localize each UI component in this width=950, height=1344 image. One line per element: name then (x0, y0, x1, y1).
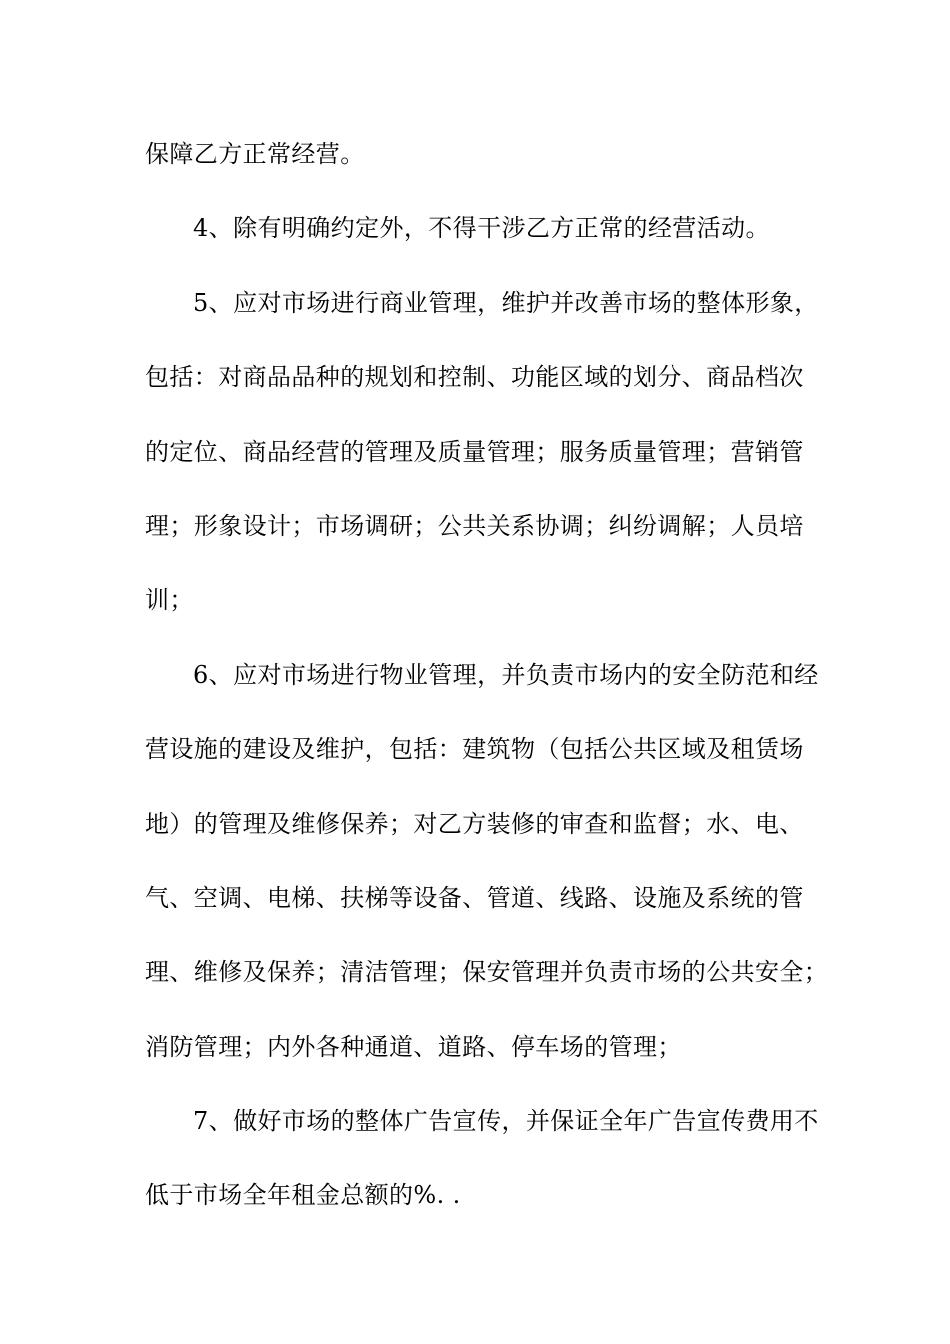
paragraph-line: 地）的管理及维修保养；对乙方装修的审查和监督；水、电、 (145, 809, 804, 838)
paragraph-line: 5、应对市场进行商业管理，维护并改善市场的整体形象， (193, 288, 819, 317)
paragraph-line: 理；形象设计；市场调研；公共关系协调；纠纷调解；人员培 (145, 511, 804, 540)
paragraph-line: 6、应对市场进行物业管理，并负责市场内的安全防范和经 (193, 660, 819, 689)
paragraph-line: 气、空调、电梯、扶梯等设备、管道、线路、设施及系统的管 (145, 883, 804, 912)
paragraph-line: 消防管理；内外各种通道、道路、停车场的管理； (145, 1032, 682, 1061)
paragraph-line: 7、做好市场的整体广告宣传，并保证全年广告宣传费用不 (193, 1107, 819, 1136)
paragraph-line: 理、维修及保养；清洁管理；保安管理并负责市场的公共安全； (145, 958, 829, 987)
paragraph-line: 训； (145, 586, 194, 615)
paragraph-line: 低于市场全年租金总额的%. . (145, 1181, 461, 1210)
document-body (145, 117, 829, 1233)
paragraph-line: 营设施的建设及维护，包括：建筑物（包括公共区域及租赁场 (145, 735, 804, 764)
paragraph-line: 4、除有明确约定外，不得干涉乙方正常的经营活动。 (193, 214, 770, 243)
paragraph-line: 的定位、商品经营的管理及质量管理；服务质量管理；营销管 (145, 437, 804, 466)
paragraph-line: 包括：对商品品种的规划和控制、功能区域的划分、商品档次 (145, 363, 804, 392)
paragraph-line: 保障乙方正常经营。 (145, 140, 365, 168)
